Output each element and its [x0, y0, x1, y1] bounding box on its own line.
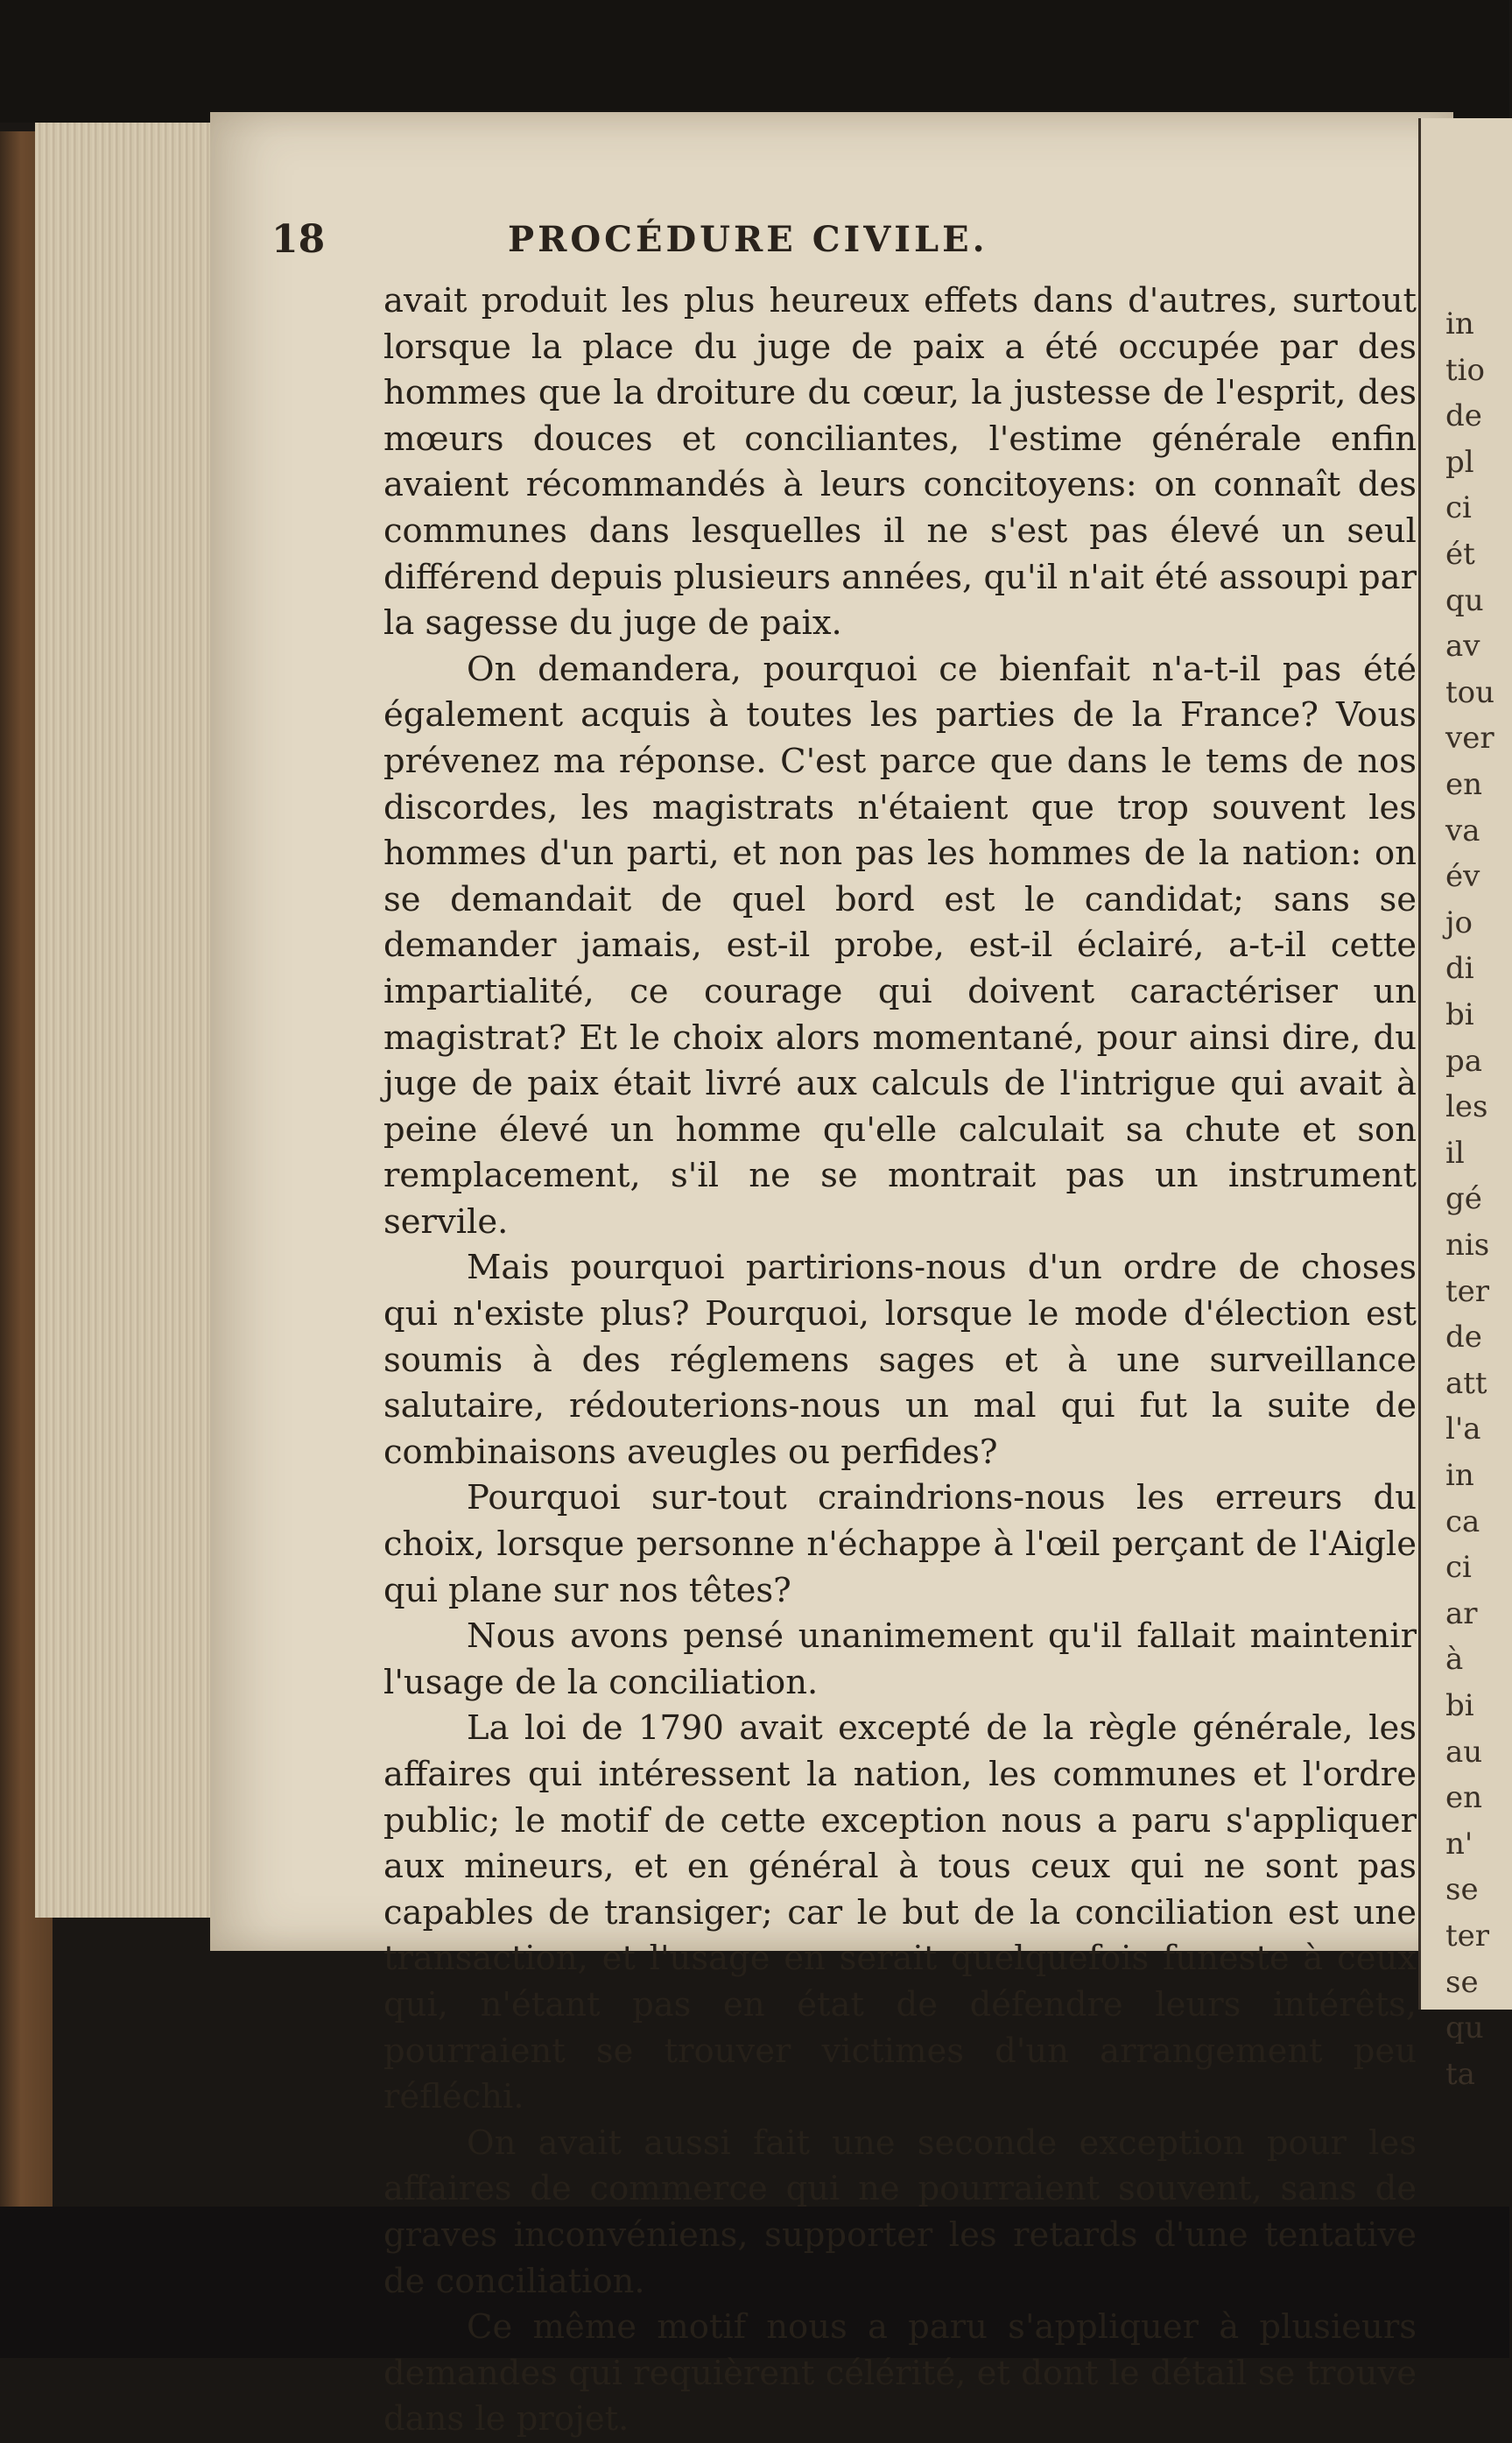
facing-page-fragment-text: ci: [1445, 490, 1472, 526]
facing-page-fragment-text: n': [1445, 1826, 1473, 1862]
facing-page-fragment-text: att: [1445, 1365, 1487, 1401]
paragraph: Ce même motif nous a paru s'appliquer à plusieurs demandes qui requièrent célérité, et dont le détail se trouve dans le projet.: [383, 2307, 1417, 2439]
facing-page-fragment-text: se: [1445, 1872, 1479, 1908]
facing-page-fragment-text: de: [1445, 1320, 1482, 1355]
page-stack-edge: [35, 123, 229, 1918]
paragraph: La loi de 1790 avait excepté de la règle générale, les affaires qui intéressent la nation, les communes et l'ordre public; le motif de cette exception nous a paru s'appliquer aux mineurs, et en général à tous ceux qui ne sont pas capables de transiger; car le but de la conciliation est une transaction, et l'usage en serait quelquefois funeste à ceux qui, n'étant pas en état de défendre leurs intérêts, pourraient se trouver victimes d'un arrangement peu réfléchi.: [383, 1708, 1417, 2117]
facing-page-fragment-text: qu: [1445, 2010, 1484, 2046]
paragraph: Nous avons pensé unanimement qu'il fallait maintenir l'usage de la conciliation.: [383, 1616, 1417, 1702]
paragraph: Mais pourquoi partirions-nous d'un ordre de choses qui n'existe plus? Pourquoi, lorsque le mode d'élection est soumis à des réglemens sages et à une surveillance salutaire, rédouterions-nous un mal qui fut la suite de combinaisons aveugles ou perfides?: [383, 1248, 1417, 1472]
facing-page-fragment-text: tou: [1445, 674, 1495, 710]
facing-page-fragment-text: ta: [1445, 2056, 1475, 2092]
paragraph: avait produit les plus heureux effets dans d'autres, surtout lorsque la place du juge de paix a été occupée par des hommes que la droiture du cœur, la justesse de l'esprit, des mœurs douces et conciliantes, l'estime générale enfin avaient récommandés à leurs concitoyens: on connaît des communes dans lesquelles il ne s'est pas élevé un seul différend depuis plusieurs années, qu'il n'ait été assoupi par la sagesse du juge de paix.: [383, 281, 1417, 644]
facing-page-fragment-text: di: [1445, 951, 1474, 987]
facing-page-fragment-text: en: [1445, 1780, 1483, 1816]
facing-page-fragment-text: av: [1445, 629, 1480, 665]
facing-page-fragment-text: de: [1445, 398, 1482, 434]
facing-page-fragment-text: qu: [1445, 582, 1484, 618]
facing-page-fragment-text: ar: [1445, 1595, 1478, 1631]
facing-page-fragment-text: nis: [1445, 1228, 1490, 1263]
facing-page-fragment-text: in: [1445, 306, 1474, 341]
facing-page-fragment-text: in: [1445, 1458, 1474, 1493]
paragraph: On demandera, pourquoi ce bienfait n'a-t-il pas été également acquis à toutes les parties de la France? Vous prévenez ma réponse. C'est parce que dans le tems de nos discordes, les magistrats n'étaient que trop souvent les hommes d'un parti, et non pas les hommes de la nation: on se demandait de quel bord est le candidat; sans se demander jamais, est-il probe, est-il éclairé, a-t-il cette impartialité, ce courage qui doivent caractériser un magistrat? Et le choix alors momentané, pour ainsi dire, du juge de paix était livré aux calculs de l'intrigue qui avait à peine élevé un homme qu'elle calculait sa chute et son remplacement, s'il ne se montrait pas un instrument servile.: [383, 649, 1417, 1242]
facing-page-fragment: [1418, 118, 1512, 2092]
facing-page-fragment-text: ver: [1445, 721, 1494, 757]
facing-page-fragment-text: se: [1445, 1964, 1479, 2000]
facing-page-fragment-text: en: [1445, 767, 1483, 802]
facing-page-fragment-text: il: [1445, 1135, 1465, 1171]
paragraph: Pourquoi sur-tout craindrions-nous les erreurs du choix, lorsque personne n'échappe à l'œil perçant de l'Aigle qui plane sur nos têtes?: [383, 1478, 1417, 1610]
facing-page-fragment-text: jo: [1445, 905, 1473, 940]
facing-page-fragment-text: les: [1445, 1089, 1488, 1125]
facing-page-fragment-text: va: [1445, 813, 1480, 848]
body-text: [383, 278, 1417, 2443]
facing-page-fragment-text: ci: [1445, 1550, 1472, 1586]
facing-page-fragment-text: l'a: [1445, 1412, 1481, 1447]
facing-page-fragment-text: bi: [1445, 997, 1474, 1032]
facing-page-fragment-text: ter: [1445, 1918, 1490, 1954]
facing-page-fragment-text: à: [1445, 1642, 1464, 1678]
facing-page-fragment-text: ét: [1445, 537, 1475, 572]
facing-page-fragment-text: au: [1445, 1734, 1483, 1770]
facing-page-fragment-text: ter: [1445, 1273, 1490, 1309]
facing-page-fragment-text: év: [1445, 859, 1480, 895]
scan-background-top: [0, 0, 1509, 123]
facing-page-fragment-text: gé: [1445, 1181, 1482, 1217]
facing-page-fragment-text: ca: [1445, 1503, 1480, 1539]
facing-page-fragment-text: bi: [1445, 1688, 1474, 1723]
facing-page-fragment-text: pl: [1445, 444, 1474, 480]
facing-page-fragment-text: pa: [1445, 1043, 1483, 1079]
running-head: PROCÉDURE CIVILE.: [508, 219, 988, 260]
page-number: 18: [271, 217, 326, 262]
facing-page-fragment-text: tio: [1445, 352, 1486, 388]
paragraph: On avait aussi fait une seconde exception pour les affaires de commerce qui ne pourraient souvent, sans de graves inconvéniens, supporter les retards d'une tentative de conciliation.: [383, 2123, 1417, 2301]
